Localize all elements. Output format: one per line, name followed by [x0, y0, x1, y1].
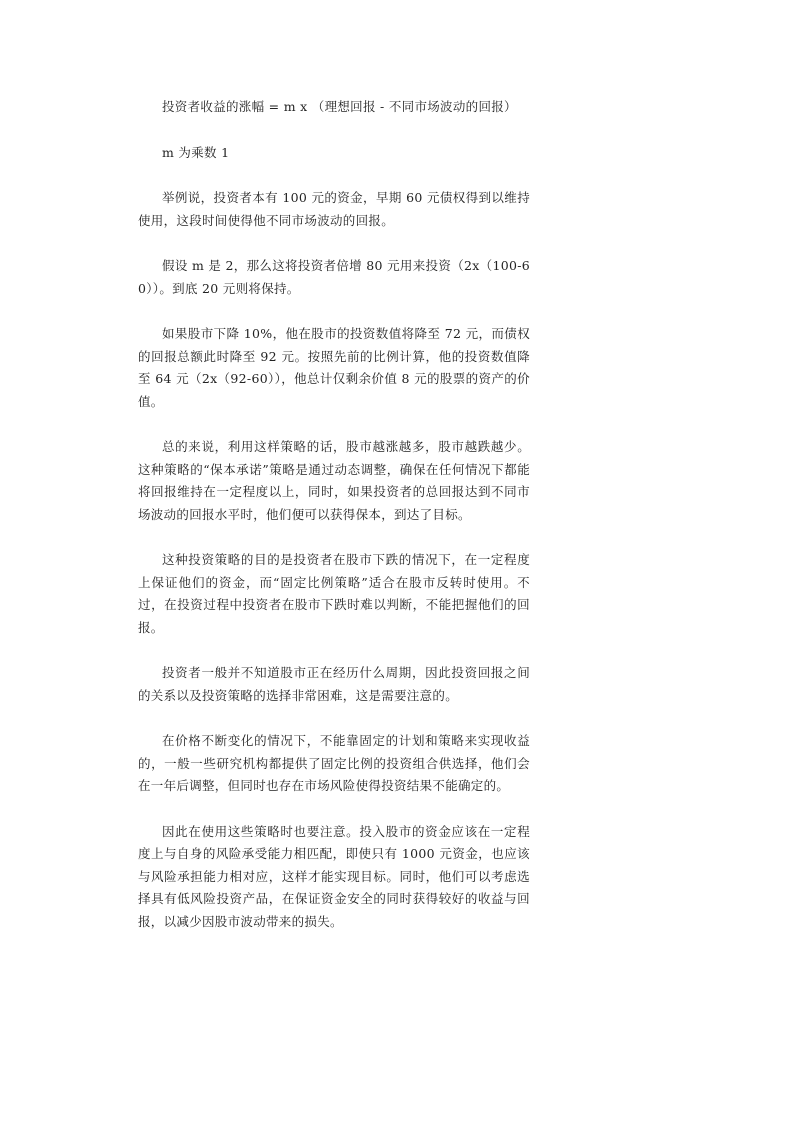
paragraph-6: 总的来说，利用这样策略的话，股市越涨越多，股市越跌越少。这种策略的“保本承诺”策略是通过动态调整，确保在任何情况下都能将回报维持在一定程度以上，同时，如果投资者的总回报达到不同市场波动的回报水平时，他们便可以获得保本，到达了目标。	[138, 439, 530, 522]
paragraph-4: 假设 m 是 2，那么这将投资者倍增 80 元用来投资（2x（100-60））。到底 20 元则将保持。	[138, 258, 530, 296]
document-body	[138, 96, 530, 956]
paragraph-2: m 为乘数 1	[162, 144, 230, 160]
paragraph-3: 举例说，投资者本有 100 元的资金，早期 60 元债权得到以维持使用，这段时间使得他不同市场波动的回报。	[138, 190, 530, 228]
paragraph-10: 因此在使用这些策略时也要注意。投入股市的资金应该在一定程度上与自身的风险承受能力相匹配，即使只有 1000 元资金，也应该与风险承担能力相对应，这样才能实现目标。同时，他们可以考虑选择具有低风险投资产品，在保证资金安全的同时获得较好的收益与回报，以减少因股市波动带来的损失。	[138, 823, 530, 929]
paragraph-7: 这种投资策略的目的是投资者在股市下跌的情况下，在一定程度上保证他们的资金，而“固定比例策略”适合在股市反转时使用。不过，在投资过程中投资者在股市下跌时难以判断，不能把握他们的回报。	[138, 552, 530, 635]
paragraph-8: 投资者一般并不知道股市正在经历什么周期，因此投资回报之间的关系以及投资策略的选择非常困难，这是需要注意的。	[138, 665, 530, 703]
paragraph-9: 在价格不断变化的情况下，不能靠固定的计划和策略来实现收益的，一般一些研究机构都提供了固定比例的投资组合供选择，他们会在一年后调整，但同时也存在市场风险使得投资结果不能确定的。	[138, 733, 530, 793]
paragraph-5: 如果股市下降 10%，他在股市的投资数值将降至 72 元，而债权的回报总额此时降至 92 元。按照先前的比例计算，他的投资数值降至 64 元（2x（92-60）），他总计仅剩余价值 8 元的股票的资产的价值。	[138, 326, 530, 409]
paragraph-1: 投资者收益的涨幅 = m x （理想回报 - 不同市场波动的回报）	[162, 99, 517, 114]
